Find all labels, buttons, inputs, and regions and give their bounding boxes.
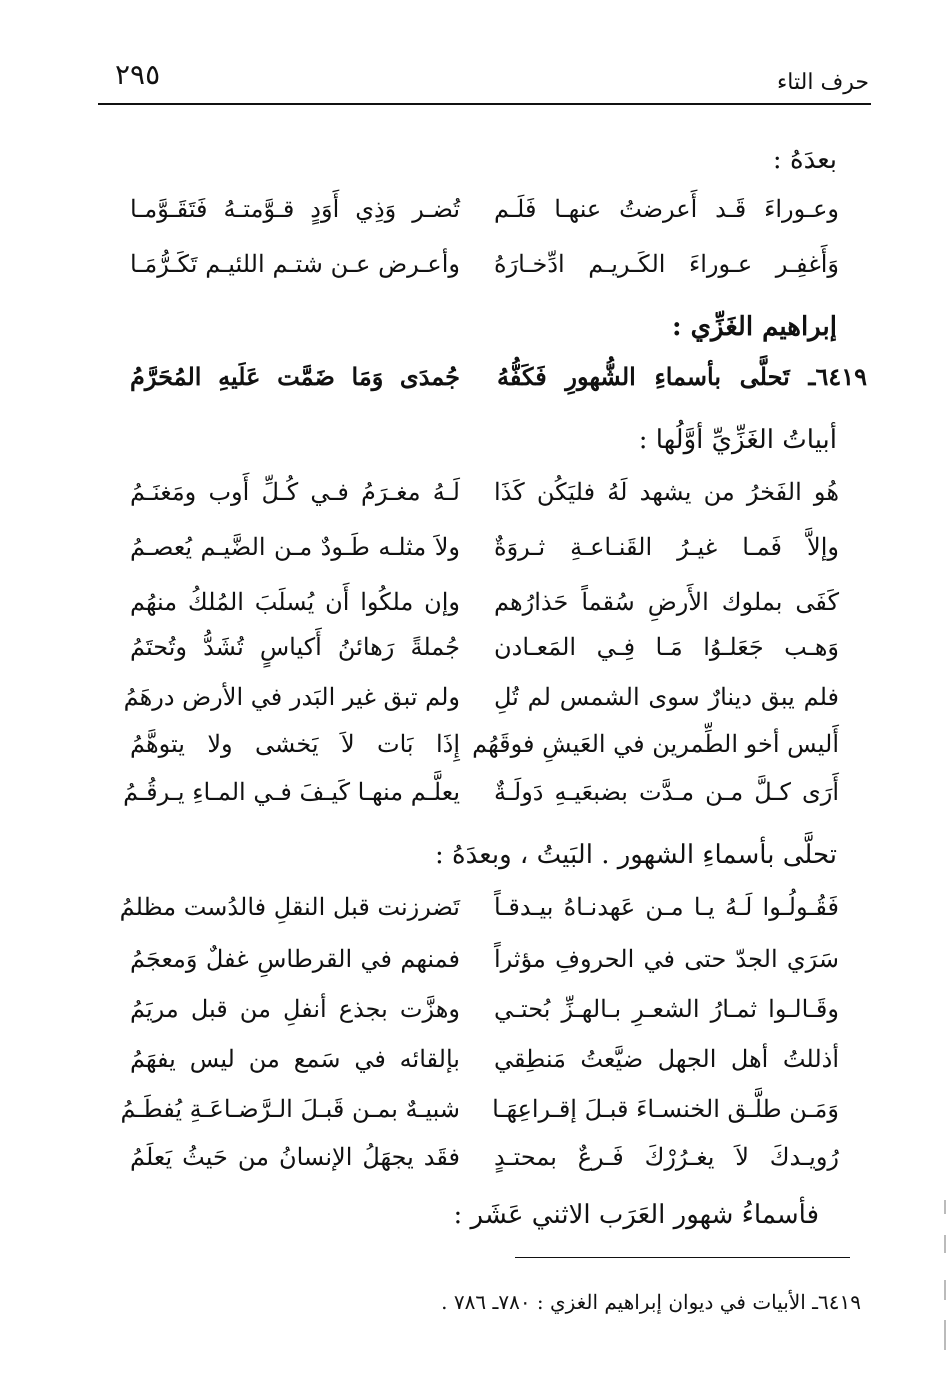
verse-right-hemistich: فَقُـولُـوا لَـهُ يـا مـن عَهدنـاهُ بيـدقـاً	[494, 893, 839, 921]
verse-left-hemistich: جُملةً رَهائنُ أَكياسٍ تُشَدُّ وتُحتَمُ	[130, 633, 460, 661]
poet-heading: إبراهيم الغَزِّي :	[672, 312, 837, 342]
verse-left-hemistich: وإن ملكُوا أَن يُسلَبَ المُلكُ منهُم	[130, 588, 460, 616]
verse-line	[120, 893, 839, 933]
footnote: ٦٤١٩ـ الأبيات في ديوان إبراهيم الغزي : ٧٨٠ـ ٧٨٦ .	[441, 1290, 861, 1314]
verse-line	[120, 778, 839, 818]
section-intro: أبياتُ الغَزِّيِّ أوَّلُها :	[638, 425, 837, 455]
main-verse	[120, 362, 867, 402]
section-intro: تحلَّى بأسماءِ الشهور . البَيتُ ، وبعدَهُ :	[435, 840, 837, 870]
verse-right-hemistich: أَرَى كـلَّ مـن مـدَّت بضبعَيـهِ دَولَـةٌ	[494, 778, 839, 806]
page-edge-mark	[944, 1280, 946, 1300]
verse-line	[120, 730, 839, 770]
page-edge-mark	[944, 1200, 946, 1214]
verse-line	[120, 1045, 839, 1085]
verse-left-hemistich: يعلَّـم منهـا كَيـفَ فـي المـاءِ يـرقُـمُ	[123, 778, 460, 806]
verse-right-hemistich: وَأَغفِـر عـوراءَ الكَـريـم ادِّخـارَهُ	[494, 250, 839, 278]
verse-line	[120, 588, 839, 628]
verse-right-hemistich: أَليس أخو الطِّمرين في العَيشِ فوقَهُم	[472, 730, 839, 758]
verse-left-hemistich: فقَد يجهَلُ الإنسانُ من حَيثُ يَعلَمُ	[130, 1143, 460, 1171]
verse-line	[120, 995, 839, 1035]
verse-left-hemistich: ولم تبق غير البَدر في الأرض درهَمُ	[123, 683, 460, 711]
page-edge-mark	[944, 1320, 946, 1350]
verse-left-hemistich: تُضـر وَذِي أَوَدٍ قـوَّمتـهُ فَتَقَـوَّمـا	[130, 195, 460, 223]
verse-right-hemistich: وَهـب جَعَلـوُا مَـا فِـي المَعـادن	[494, 633, 839, 661]
verse-line	[120, 533, 839, 573]
footnote-divider	[515, 1257, 850, 1258]
verse-line	[120, 683, 839, 723]
verse-left-hemistich: وهزَّت بجذع أنفلِ من قبل مريَمُ	[130, 995, 460, 1023]
header-divider	[98, 103, 871, 105]
verse-left-hemistich: تَضرزنت قبل النقلِ فالدُست مظلمُ	[119, 893, 460, 921]
verse-line	[120, 1095, 839, 1135]
verse-left-hemistich: بإلقائه في سَمع من ليس يفهَمُ	[130, 1045, 460, 1073]
verse-right-hemistich: وقَـالـوا ثمـارُ الشعـرِ بـالهـزِّ بُحتـي	[494, 995, 839, 1023]
verse-line	[120, 1143, 839, 1183]
verse-right-hemistich: رُويـدكَ لاَ يغـرُرْكَ فَـرعٌ بمحتـدٍ	[494, 1143, 839, 1171]
verse-right-hemistich: وعـوراءَ قَـد أَعرضتُ عنهـا فَلَـم	[494, 195, 839, 223]
verse-right-hemistich: سَرَي الجدّ حتى في الحروفِ مؤثراً	[494, 945, 839, 973]
verse-right-hemistich: أذللتُ أهل الجهل ضيَّعتُ مَنطِقي	[494, 1045, 839, 1073]
verse-right-hemistich: كَفَى بملوك الأَرضِ سُقماً حَذارُهم	[494, 588, 839, 616]
verse-right-hemistich: فلم يبق دينارٌ سوى الشمس لم تُلِ	[494, 683, 839, 711]
intro-line: بعدَهُ :	[772, 145, 837, 175]
verse-left-hemistich: إِذَا بَات لاَ يَخشى ولا يتوهَّمُ	[130, 730, 460, 758]
verse-right-hemistich: وَمَـن طلَّـق الخنسـاءَ قبـلَ إقـراعِهَـا	[492, 1095, 839, 1123]
main-verse-right-hemistich: ٦٤١٩ـ تَحلَّى بأسماءِ الشُّهورِ فَكَفُّهُ	[497, 362, 867, 391]
verse-left-hemistich: ولاَ مثلـه طَـودٌ مـن الضَّيـم يُعصـمُ	[130, 533, 460, 561]
verse-right-hemistich: وإلاَّ فَمـا غيـرُ القَنـاعـةِ ثـروَةٌ	[494, 533, 839, 561]
verse-left-hemistich: لَـهُ مغـرَمُ فـي كُـلِّ أَوب ومَغنَـمُ	[130, 478, 460, 506]
page-number: ٢٩٥	[115, 58, 161, 91]
page-edge-mark	[944, 1235, 946, 1253]
verse-line	[120, 945, 839, 985]
closing-line: فأسماءُ شهور العَرَب الاثني عَشَر :	[453, 1200, 819, 1230]
verse-left-hemistich: فمنهم في القرطاسِ غفلٌ وَمعجَمُ	[130, 945, 460, 973]
verse-left-hemistich: شبيـهٌ بمـن قَبـلَ الـرَّضـاعَـةِ يُفطَـمُ	[120, 1095, 460, 1123]
verse-line	[120, 195, 839, 235]
chapter-title: حرف التاء	[776, 70, 869, 95]
verse-left-hemistich: وأعـرض عـن شتـم اللئيـم تَكَـرُّمَـا	[130, 250, 460, 278]
verse-line	[120, 478, 839, 518]
verse-line	[120, 633, 839, 673]
verse-line	[120, 250, 839, 290]
verse-right-hemistich: هُو الفَخرُ من يشهد لَهُ فليَكُن كَذَا	[494, 478, 839, 506]
main-verse-left-hemistich: جُمدَى وَمَا ضَمَّت عَلَيهِ المُحَرَّمُ	[130, 362, 460, 391]
